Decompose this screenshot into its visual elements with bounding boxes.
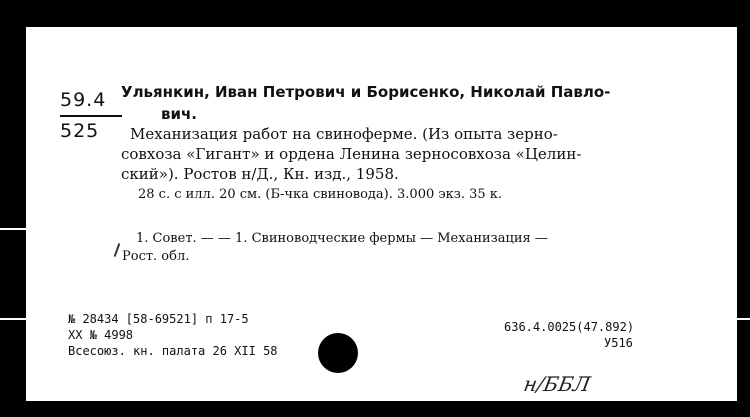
title-line-3: ский»). Ростов н/Д., Кн. изд., 1958. [121, 165, 399, 183]
subjects-line-1: 1. Совет. — — 1. Свиноводческие фермы — Механизация — [136, 231, 548, 246]
call-number-bottom: 525 [60, 120, 100, 142]
subjects-line-2: Рост. обл. [122, 249, 190, 264]
ink-blot [318, 333, 358, 373]
collation-line: 28 с. с илл. 20 см. (Б-чка свиновода). 3.000 экз. 35 к. [138, 187, 503, 202]
call-number-top: 59.4 [60, 89, 107, 111]
author-heading-line2: вич. [161, 105, 197, 123]
pencil-mark [114, 243, 121, 257]
footer-record-number: № 28434 [58-69521] п 17-5 [68, 312, 249, 326]
author-heading-line1: Ульянкин, Иван Петрович и Борисенко, Николай Павло- [121, 83, 611, 101]
scan-edge-mark [0, 228, 26, 230]
title-line-2: совхоза «Гигант» и ордена Ленина зерносовхоза «Целин- [121, 145, 582, 163]
scan-edge-mark [737, 318, 750, 320]
footer-chamber-line: Всесоюз. кн. палата 26 XII 58 [68, 344, 278, 358]
scan-edge-mark [0, 318, 26, 320]
footer-udc-number: 636.4.0025(47.892) [504, 320, 635, 334]
footer-classification: У516 [604, 336, 633, 350]
call-number-rule [60, 115, 122, 117]
title-line-1: Механизация работ на свиноферме. (Из опыта зерно- [130, 125, 558, 143]
footer-registry-number: XX № 4998 [68, 328, 134, 342]
handwritten-mark: н/ББЛ [521, 372, 593, 396]
catalog-card [26, 27, 737, 401]
